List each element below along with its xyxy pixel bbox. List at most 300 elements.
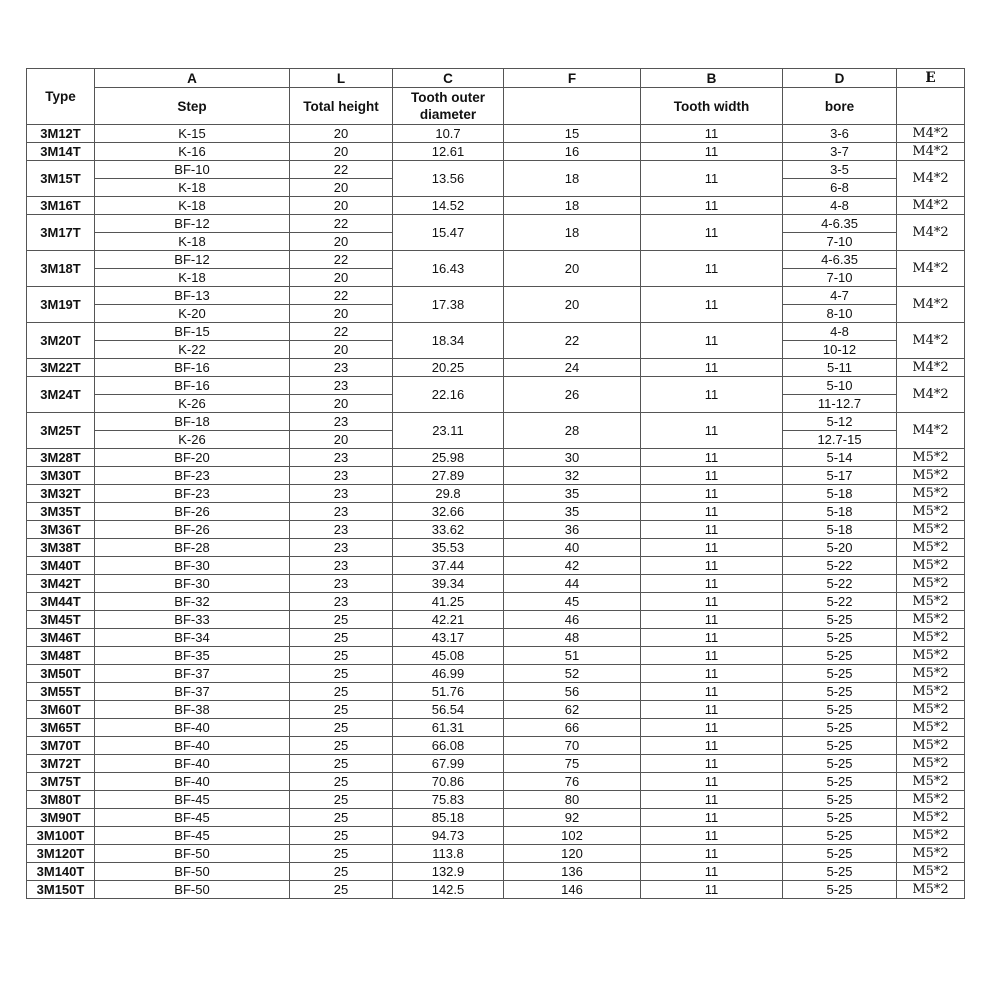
total-height-cell: 25 (290, 719, 393, 737)
bore-cell: 5-11 (783, 359, 897, 377)
bore-cell: 6-8 (783, 179, 897, 197)
tooth-outer-diameter-cell: 25.98 (393, 449, 504, 467)
tooth-outer-diameter-cell: 43.17 (393, 629, 504, 647)
table-row (27, 611, 965, 629)
step-cell: K-16 (95, 143, 290, 161)
table-row (27, 413, 965, 431)
e-cell: M4*2 (897, 359, 965, 377)
f-cell: 66 (504, 719, 641, 737)
step-cell: BF-30 (95, 575, 290, 593)
table-row (27, 323, 965, 341)
step-cell: BF-30 (95, 557, 290, 575)
type-cell: 3M18T (27, 251, 95, 287)
bore-cell: 4-8 (783, 197, 897, 215)
tooth-width-cell: 11 (641, 863, 783, 881)
step-cell: K-18 (95, 233, 290, 251)
table-row (27, 575, 965, 593)
step-cell: BF-28 (95, 539, 290, 557)
header-letter-l: L (290, 69, 393, 88)
tooth-width-cell: 11 (641, 161, 783, 197)
table-row (27, 809, 965, 827)
f-cell: 62 (504, 701, 641, 719)
table-body (27, 125, 965, 899)
table-row (27, 701, 965, 719)
table-row (27, 377, 965, 395)
f-cell: 42 (504, 557, 641, 575)
total-height-cell: 25 (290, 755, 393, 773)
total-height-cell: 22 (290, 323, 393, 341)
header-letter-d: D (783, 69, 897, 88)
step-cell: BF-34 (95, 629, 290, 647)
step-cell: BF-40 (95, 737, 290, 755)
header-letter-c: C (393, 69, 504, 88)
f-cell: 18 (504, 161, 641, 197)
bore-cell: 8-10 (783, 305, 897, 323)
total-height-cell: 25 (290, 881, 393, 899)
e-cell: M5*2 (897, 791, 965, 809)
header-total-height: Total height (290, 88, 393, 125)
step-cell: BF-15 (95, 323, 290, 341)
step-cell: BF-50 (95, 863, 290, 881)
total-height-cell: 23 (290, 521, 393, 539)
tooth-outer-diameter-cell: 66.08 (393, 737, 504, 755)
tooth-width-cell: 11 (641, 467, 783, 485)
table-row (27, 449, 965, 467)
e-cell: M5*2 (897, 611, 965, 629)
tooth-outer-diameter-cell: 94.73 (393, 827, 504, 845)
step-cell: BF-40 (95, 773, 290, 791)
bore-cell: 5-25 (783, 827, 897, 845)
table-row (27, 647, 965, 665)
f-cell: 51 (504, 647, 641, 665)
tooth-width-cell: 11 (641, 629, 783, 647)
tooth-outer-diameter-cell: 142.5 (393, 881, 504, 899)
tooth-width-cell: 11 (641, 611, 783, 629)
type-cell: 3M22T (27, 359, 95, 377)
tooth-width-cell: 11 (641, 323, 783, 359)
tooth-width-cell: 11 (641, 701, 783, 719)
bore-cell: 5-25 (783, 863, 897, 881)
type-cell: 3M100T (27, 827, 95, 845)
total-height-cell: 25 (290, 611, 393, 629)
total-height-cell: 23 (290, 377, 393, 395)
e-cell: M5*2 (897, 647, 965, 665)
header-letter-e: E (897, 69, 965, 88)
bore-cell: 7-10 (783, 269, 897, 287)
bore-cell: 3-5 (783, 161, 897, 179)
tooth-outer-diameter-cell: 41.25 (393, 593, 504, 611)
f-cell: 44 (504, 575, 641, 593)
e-cell: M5*2 (897, 665, 965, 683)
step-cell: BF-45 (95, 827, 290, 845)
tooth-width-cell: 11 (641, 575, 783, 593)
tooth-outer-diameter-cell: 14.52 (393, 197, 504, 215)
table-row (27, 863, 965, 881)
step-cell: K-26 (95, 431, 290, 449)
f-cell: 102 (504, 827, 641, 845)
e-cell: M5*2 (897, 467, 965, 485)
header-step: Step (95, 88, 290, 125)
total-height-cell: 25 (290, 629, 393, 647)
e-cell: M5*2 (897, 683, 965, 701)
bore-cell: 5-18 (783, 521, 897, 539)
bore-cell: 5-25 (783, 809, 897, 827)
tooth-outer-diameter-cell: 35.53 (393, 539, 504, 557)
bore-cell: 3-7 (783, 143, 897, 161)
f-cell: 18 (504, 215, 641, 251)
tooth-width-cell: 11 (641, 287, 783, 323)
total-height-cell: 25 (290, 791, 393, 809)
total-height-cell: 23 (290, 449, 393, 467)
table-row (27, 161, 965, 179)
total-height-cell: 20 (290, 395, 393, 413)
total-height-cell: 20 (290, 341, 393, 359)
f-cell: 40 (504, 539, 641, 557)
step-cell: BF-26 (95, 503, 290, 521)
tooth-width-cell: 11 (641, 125, 783, 143)
tooth-outer-diameter-cell: 85.18 (393, 809, 504, 827)
e-cell: M5*2 (897, 503, 965, 521)
f-cell: 32 (504, 467, 641, 485)
e-cell: M4*2 (897, 143, 965, 161)
type-cell: 3M19T (27, 287, 95, 323)
tooth-width-cell: 11 (641, 377, 783, 413)
step-cell: BF-38 (95, 701, 290, 719)
tooth-width-cell: 11 (641, 755, 783, 773)
bore-cell: 5-25 (783, 701, 897, 719)
e-cell: M5*2 (897, 719, 965, 737)
type-cell: 3M70T (27, 737, 95, 755)
total-height-cell: 25 (290, 683, 393, 701)
table-row (27, 593, 965, 611)
type-cell: 3M30T (27, 467, 95, 485)
f-cell: 20 (504, 287, 641, 323)
f-cell: 120 (504, 845, 641, 863)
bore-cell: 5-25 (783, 611, 897, 629)
table-row (27, 755, 965, 773)
bore-cell: 12.7-15 (783, 431, 897, 449)
bore-cell: 5-17 (783, 467, 897, 485)
f-cell: 56 (504, 683, 641, 701)
type-cell: 3M42T (27, 575, 95, 593)
step-cell: BF-50 (95, 845, 290, 863)
header-letter-b: B (641, 69, 783, 88)
table-row (27, 737, 965, 755)
spec-table (26, 68, 965, 899)
e-cell: M5*2 (897, 485, 965, 503)
table-row (27, 251, 965, 269)
step-cell: BF-13 (95, 287, 290, 305)
table-row (27, 287, 965, 305)
f-cell: 75 (504, 755, 641, 773)
table-row (27, 629, 965, 647)
table-header (27, 69, 965, 125)
step-cell: BF-10 (95, 161, 290, 179)
total-height-cell: 20 (290, 431, 393, 449)
e-cell: M4*2 (897, 161, 965, 197)
f-cell: 46 (504, 611, 641, 629)
tooth-width-cell: 11 (641, 881, 783, 899)
bore-cell: 5-25 (783, 665, 897, 683)
type-cell: 3M44T (27, 593, 95, 611)
step-cell: K-20 (95, 305, 290, 323)
e-cell: M4*2 (897, 287, 965, 323)
tooth-width-cell: 11 (641, 845, 783, 863)
f-cell: 36 (504, 521, 641, 539)
table-row (27, 557, 965, 575)
tooth-outer-diameter-cell: 20.25 (393, 359, 504, 377)
table-row (27, 719, 965, 737)
step-cell: K-18 (95, 269, 290, 287)
e-cell: M4*2 (897, 197, 965, 215)
tooth-outer-diameter-cell: 12.61 (393, 143, 504, 161)
type-cell: 3M28T (27, 449, 95, 467)
f-cell: 18 (504, 197, 641, 215)
tooth-outer-diameter-cell: 16.43 (393, 251, 504, 287)
total-height-cell: 20 (290, 125, 393, 143)
tooth-outer-diameter-cell: 113.8 (393, 845, 504, 863)
type-cell: 3M65T (27, 719, 95, 737)
type-cell: 3M12T (27, 125, 95, 143)
header-type: Type (27, 69, 95, 125)
bore-cell: 5-10 (783, 377, 897, 395)
total-height-cell: 22 (290, 287, 393, 305)
type-cell: 3M50T (27, 665, 95, 683)
total-height-cell: 25 (290, 845, 393, 863)
bore-cell: 5-25 (783, 719, 897, 737)
f-cell: 30 (504, 449, 641, 467)
bore-cell: 5-18 (783, 485, 897, 503)
f-cell: 28 (504, 413, 641, 449)
bore-cell: 3-6 (783, 125, 897, 143)
header-tooth-outer-diameter: Tooth outer diameter (393, 88, 504, 125)
total-height-cell: 23 (290, 467, 393, 485)
e-cell: M4*2 (897, 251, 965, 287)
total-height-cell: 20 (290, 305, 393, 323)
step-cell: BF-18 (95, 413, 290, 431)
type-cell: 3M32T (27, 485, 95, 503)
table-row (27, 485, 965, 503)
total-height-cell: 25 (290, 701, 393, 719)
type-cell: 3M38T (27, 539, 95, 557)
type-cell: 3M17T (27, 215, 95, 251)
bore-cell: 5-25 (783, 629, 897, 647)
total-height-cell: 23 (290, 539, 393, 557)
f-cell: 136 (504, 863, 641, 881)
tooth-width-cell: 11 (641, 557, 783, 575)
header-bore: bore (783, 88, 897, 125)
step-cell: BF-45 (95, 809, 290, 827)
table-row (27, 539, 965, 557)
type-cell: 3M25T (27, 413, 95, 449)
tooth-outer-diameter-cell: 18.34 (393, 323, 504, 359)
type-cell: 3M60T (27, 701, 95, 719)
f-cell: 48 (504, 629, 641, 647)
f-cell: 70 (504, 737, 641, 755)
tooth-width-cell: 11 (641, 737, 783, 755)
total-height-cell: 25 (290, 827, 393, 845)
step-cell: BF-33 (95, 611, 290, 629)
tooth-outer-diameter-cell: 67.99 (393, 755, 504, 773)
e-cell: M4*2 (897, 215, 965, 251)
tooth-outer-diameter-cell: 27.89 (393, 467, 504, 485)
e-cell: M4*2 (897, 323, 965, 359)
header-letter-a: A (95, 69, 290, 88)
tooth-outer-diameter-cell: 61.31 (393, 719, 504, 737)
bore-cell: 5-25 (783, 773, 897, 791)
tooth-width-cell: 11 (641, 665, 783, 683)
bore-cell: 5-14 (783, 449, 897, 467)
table-row (27, 143, 965, 161)
total-height-cell: 25 (290, 863, 393, 881)
e-cell: M5*2 (897, 629, 965, 647)
tooth-outer-diameter-cell: 13.56 (393, 161, 504, 197)
type-cell: 3M120T (27, 845, 95, 863)
table-row (27, 827, 965, 845)
table-row (27, 683, 965, 701)
f-cell: 22 (504, 323, 641, 359)
table-row (27, 665, 965, 683)
tooth-outer-diameter-cell: 70.86 (393, 773, 504, 791)
total-height-cell: 22 (290, 215, 393, 233)
step-cell: BF-20 (95, 449, 290, 467)
type-cell: 3M48T (27, 647, 95, 665)
step-cell: K-18 (95, 179, 290, 197)
type-cell: 3M15T (27, 161, 95, 197)
type-cell: 3M45T (27, 611, 95, 629)
tooth-width-cell: 11 (641, 539, 783, 557)
table-row (27, 521, 965, 539)
tooth-width-cell: 11 (641, 485, 783, 503)
bore-cell: 5-22 (783, 575, 897, 593)
type-cell: 3M75T (27, 773, 95, 791)
bore-cell: 5-18 (783, 503, 897, 521)
bore-cell: 5-25 (783, 683, 897, 701)
tooth-outer-diameter-cell: 42.21 (393, 611, 504, 629)
type-cell: 3M150T (27, 881, 95, 899)
e-cell: M5*2 (897, 773, 965, 791)
e-cell: M5*2 (897, 845, 965, 863)
f-cell: 92 (504, 809, 641, 827)
bore-cell: 11-12.7 (783, 395, 897, 413)
bore-cell: 4-6.35 (783, 251, 897, 269)
bore-cell: 5-20 (783, 539, 897, 557)
header-tooth-width: Tooth width (641, 88, 783, 125)
total-height-cell: 23 (290, 485, 393, 503)
tooth-outer-diameter-cell: 10.7 (393, 125, 504, 143)
f-cell: 76 (504, 773, 641, 791)
table-row (27, 197, 965, 215)
tooth-width-cell: 11 (641, 827, 783, 845)
header-f-name (504, 88, 641, 125)
table-row (27, 773, 965, 791)
tooth-outer-diameter-cell: 32.66 (393, 503, 504, 521)
type-cell: 3M140T (27, 863, 95, 881)
total-height-cell: 23 (290, 503, 393, 521)
tooth-width-cell: 11 (641, 683, 783, 701)
table-row (27, 467, 965, 485)
step-cell: K-15 (95, 125, 290, 143)
type-cell: 3M24T (27, 377, 95, 413)
table-row (27, 125, 965, 143)
tooth-width-cell: 11 (641, 215, 783, 251)
total-height-cell: 23 (290, 413, 393, 431)
e-cell: M5*2 (897, 593, 965, 611)
e-cell: M5*2 (897, 737, 965, 755)
total-height-cell: 22 (290, 251, 393, 269)
tooth-outer-diameter-cell: 51.76 (393, 683, 504, 701)
header-e-name (897, 88, 965, 125)
step-cell: BF-12 (95, 215, 290, 233)
tooth-outer-diameter-cell: 45.08 (393, 647, 504, 665)
table-row (27, 791, 965, 809)
type-cell: 3M72T (27, 755, 95, 773)
type-cell: 3M40T (27, 557, 95, 575)
step-cell: BF-12 (95, 251, 290, 269)
tooth-width-cell: 11 (641, 503, 783, 521)
total-height-cell: 23 (290, 593, 393, 611)
f-cell: 35 (504, 503, 641, 521)
step-cell: BF-40 (95, 755, 290, 773)
table-row (27, 215, 965, 233)
total-height-cell: 25 (290, 737, 393, 755)
e-cell: M5*2 (897, 701, 965, 719)
tooth-outer-diameter-cell: 33.62 (393, 521, 504, 539)
e-cell: M5*2 (897, 755, 965, 773)
e-cell: M5*2 (897, 575, 965, 593)
step-cell: BF-37 (95, 683, 290, 701)
step-cell: BF-16 (95, 359, 290, 377)
tooth-outer-diameter-cell: 17.38 (393, 287, 504, 323)
bore-cell: 5-25 (783, 647, 897, 665)
total-height-cell: 23 (290, 575, 393, 593)
bore-cell: 5-25 (783, 737, 897, 755)
f-cell: 35 (504, 485, 641, 503)
bore-cell: 7-10 (783, 233, 897, 251)
e-cell: M5*2 (897, 449, 965, 467)
total-height-cell: 23 (290, 359, 393, 377)
step-cell: K-26 (95, 395, 290, 413)
tooth-width-cell: 11 (641, 449, 783, 467)
tooth-width-cell: 11 (641, 593, 783, 611)
e-cell: M5*2 (897, 539, 965, 557)
total-height-cell: 20 (290, 233, 393, 251)
f-cell: 45 (504, 593, 641, 611)
step-cell: BF-23 (95, 467, 290, 485)
e-cell: M5*2 (897, 521, 965, 539)
tooth-outer-diameter-cell: 22.16 (393, 377, 504, 413)
tooth-outer-diameter-cell: 29.8 (393, 485, 504, 503)
bore-cell: 4-7 (783, 287, 897, 305)
total-height-cell: 25 (290, 647, 393, 665)
f-cell: 20 (504, 251, 641, 287)
total-height-cell: 20 (290, 143, 393, 161)
table-row (27, 845, 965, 863)
bore-cell: 10-12 (783, 341, 897, 359)
bore-cell: 5-25 (783, 845, 897, 863)
type-cell: 3M80T (27, 791, 95, 809)
tooth-outer-diameter-cell: 23.11 (393, 413, 504, 449)
e-cell: M4*2 (897, 377, 965, 413)
f-cell: 80 (504, 791, 641, 809)
type-cell: 3M55T (27, 683, 95, 701)
total-height-cell: 25 (290, 809, 393, 827)
tooth-width-cell: 11 (641, 791, 783, 809)
total-height-cell: 20 (290, 269, 393, 287)
tooth-outer-diameter-cell: 15.47 (393, 215, 504, 251)
tooth-outer-diameter-cell: 132.9 (393, 863, 504, 881)
bore-cell: 5-25 (783, 791, 897, 809)
